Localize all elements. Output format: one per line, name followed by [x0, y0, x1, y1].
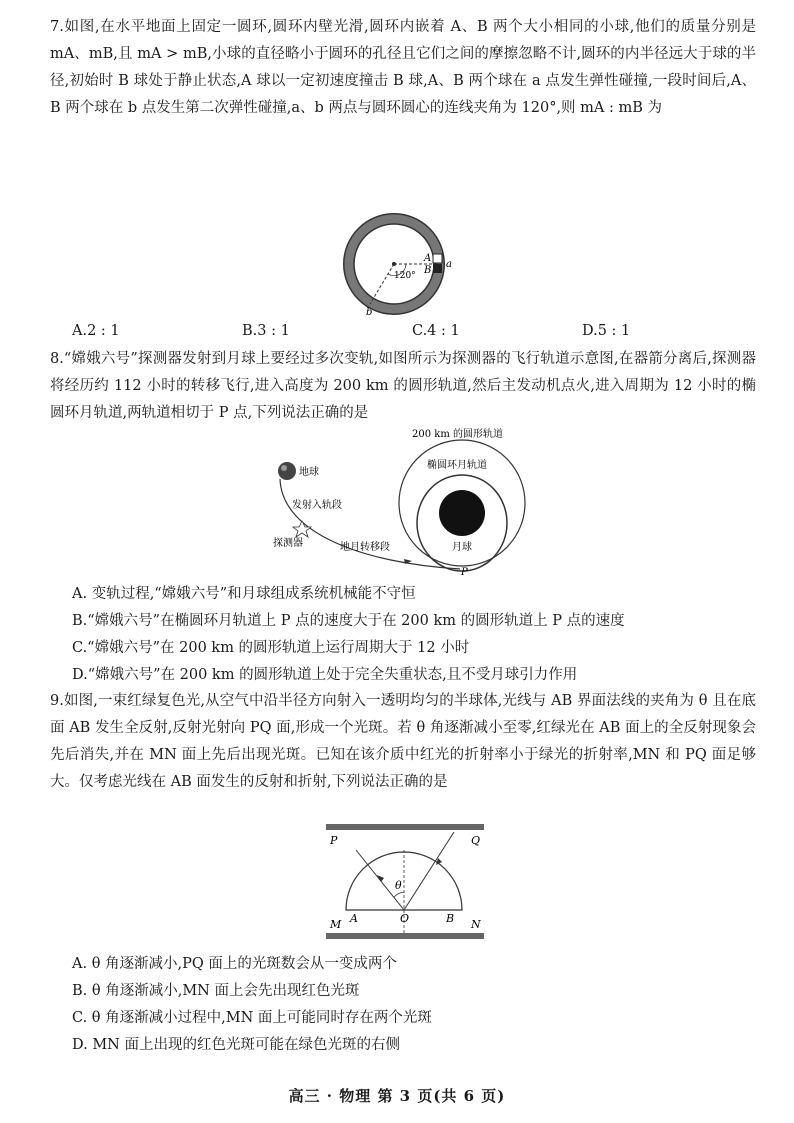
orbit-label: 200 km 的圆形轨道	[412, 429, 503, 440]
moon-label: 月球	[452, 542, 472, 553]
transfer-path	[280, 479, 460, 569]
question-8-text: 8.“嫦娥六号”探测器发射到月球上要经过多次变轨,如图所示为探测器的飞行轨道示意图,在器箭分离后,探测器将经历约 112 小时的转移飞行,进入高度为 200 km 的圆形轨道,然后主发动机点火,进入周期为 12 小时的椭圆环月轨道,两轨道相切于 P 点,下列说法正确的是	[50, 351, 756, 421]
ball-b-label: B	[424, 265, 432, 276]
q9-option-c[interactable]: C. θ 角逐渐减小过程中,MN 面上可能同时存在两个光斑	[72, 1010, 432, 1026]
question-7-options	[72, 323, 752, 339]
pq-plate	[326, 824, 484, 830]
q9-option-d[interactable]: D. MN 面上出现的红色光斑可能在绿色光斑的右侧	[72, 1037, 400, 1053]
q8-option-b[interactable]: B.“嫦娥六号”在椭圆环月轨道上 P 点的速度大于在 200 km 的圆形轨道上 P 点的速度	[72, 613, 625, 629]
question-9	[50, 688, 756, 796]
q8-option-c[interactable]: C.“嫦娥六号”在 200 km 的圆形轨道上运行周期大于 12 小时	[72, 640, 470, 656]
mn-plate	[326, 933, 484, 939]
label-a: A	[350, 912, 358, 925]
launch-label: 发射入轨段	[292, 500, 342, 511]
moon	[439, 490, 485, 536]
q9-option-a[interactable]: A. θ 角逐渐减小,PQ 面上的光斑数会从一变成两个	[72, 956, 397, 972]
q7-option-c[interactable]: C.4 : 1	[412, 323, 460, 339]
ball-a-label: A	[424, 253, 432, 264]
ball-b	[433, 264, 442, 273]
ellipse-label: 椭圆环月轨道	[427, 460, 487, 471]
label-o: O	[400, 912, 410, 925]
hemisphere-figure	[326, 820, 486, 945]
label-q: Q	[471, 834, 481, 847]
label-b: B	[446, 912, 455, 925]
question-7	[50, 14, 756, 122]
label-p: P	[330, 834, 338, 847]
p-label: P	[461, 567, 468, 578]
q8-option-a[interactable]: A. 变轨过程,“嫦娥六号”和月球组成系统机械能不守恒	[72, 586, 416, 602]
q7-option-a[interactable]: A.2 : 1	[72, 323, 120, 339]
probe-label: 探测器	[273, 538, 303, 549]
probe-icon	[293, 521, 311, 537]
q7-option-d[interactable]: D.5 : 1	[582, 323, 631, 339]
earth	[278, 462, 296, 480]
q7-option-b[interactable]: B.3 : 1	[242, 323, 290, 339]
q9-option-b[interactable]: B. θ 角逐渐减小,MN 面上会先出现红色光斑	[72, 983, 360, 999]
question-7-text: 7.如图,在水平地面上固定一圆环,圆环内壁光滑,圆环内嵌着 A、B 两个大小相同的小球,他们的质量分别是 mA、mB,且 mA > mB,小球的直径略小于圆环的孔径且它们之间的摩擦忽略不计,圆环的内半径远大于球的半径,初始时 B 球处于静止状态,A 球以一定初速度撞击 B 球,A、B 两个球在 a 点发生弹性碰撞,一段时间后,A、B 两个球在 b 点发生第二次弹性碰撞,a、b 两点与圆环圆心的连线夹角为 120°,则 mA : mB 为	[50, 19, 756, 116]
point-a-label: a	[446, 259, 452, 270]
q8-option-d[interactable]: D.“嫦娥六号”在 200 km 的圆形轨道上处于完全失重状态,且不受月球引力作用	[72, 667, 578, 683]
ball-a	[433, 254, 442, 263]
angle-label: 120°	[394, 271, 416, 281]
question-9-text: 9.如图,一束红绿复色光,从空气中沿半径方向射入一透明均匀的半球体,光线与 AB 界面法线的夹角为 θ 且在底面 AB 发生全反射,反射光射向 PQ 面,形成一个光斑。若 θ 角逐渐减小至零,红绿光在 AB 面上的全反射现象会先后消失,并在 MN 面上先后出现光斑。已知在该介质中红光的折射率小于绿光的折射率,MN 和 PQ 面足够大。仅考虑光线在 AB 面发生的反射和折射,下列说法正确的是	[50, 693, 756, 790]
point-b-label: b	[366, 307, 373, 318]
label-m: M	[330, 918, 342, 931]
earth-label: 地球	[299, 467, 319, 478]
question-8	[50, 346, 756, 427]
orbit-figure	[262, 423, 562, 578]
ring-figure	[334, 212, 464, 322]
page-footer: 高三 · 物理 第 3 页(共 6 页)	[288, 1087, 506, 1105]
transfer-label: 地月转移段	[340, 542, 390, 553]
label-n: N	[471, 918, 481, 931]
label-theta: θ	[395, 879, 402, 892]
